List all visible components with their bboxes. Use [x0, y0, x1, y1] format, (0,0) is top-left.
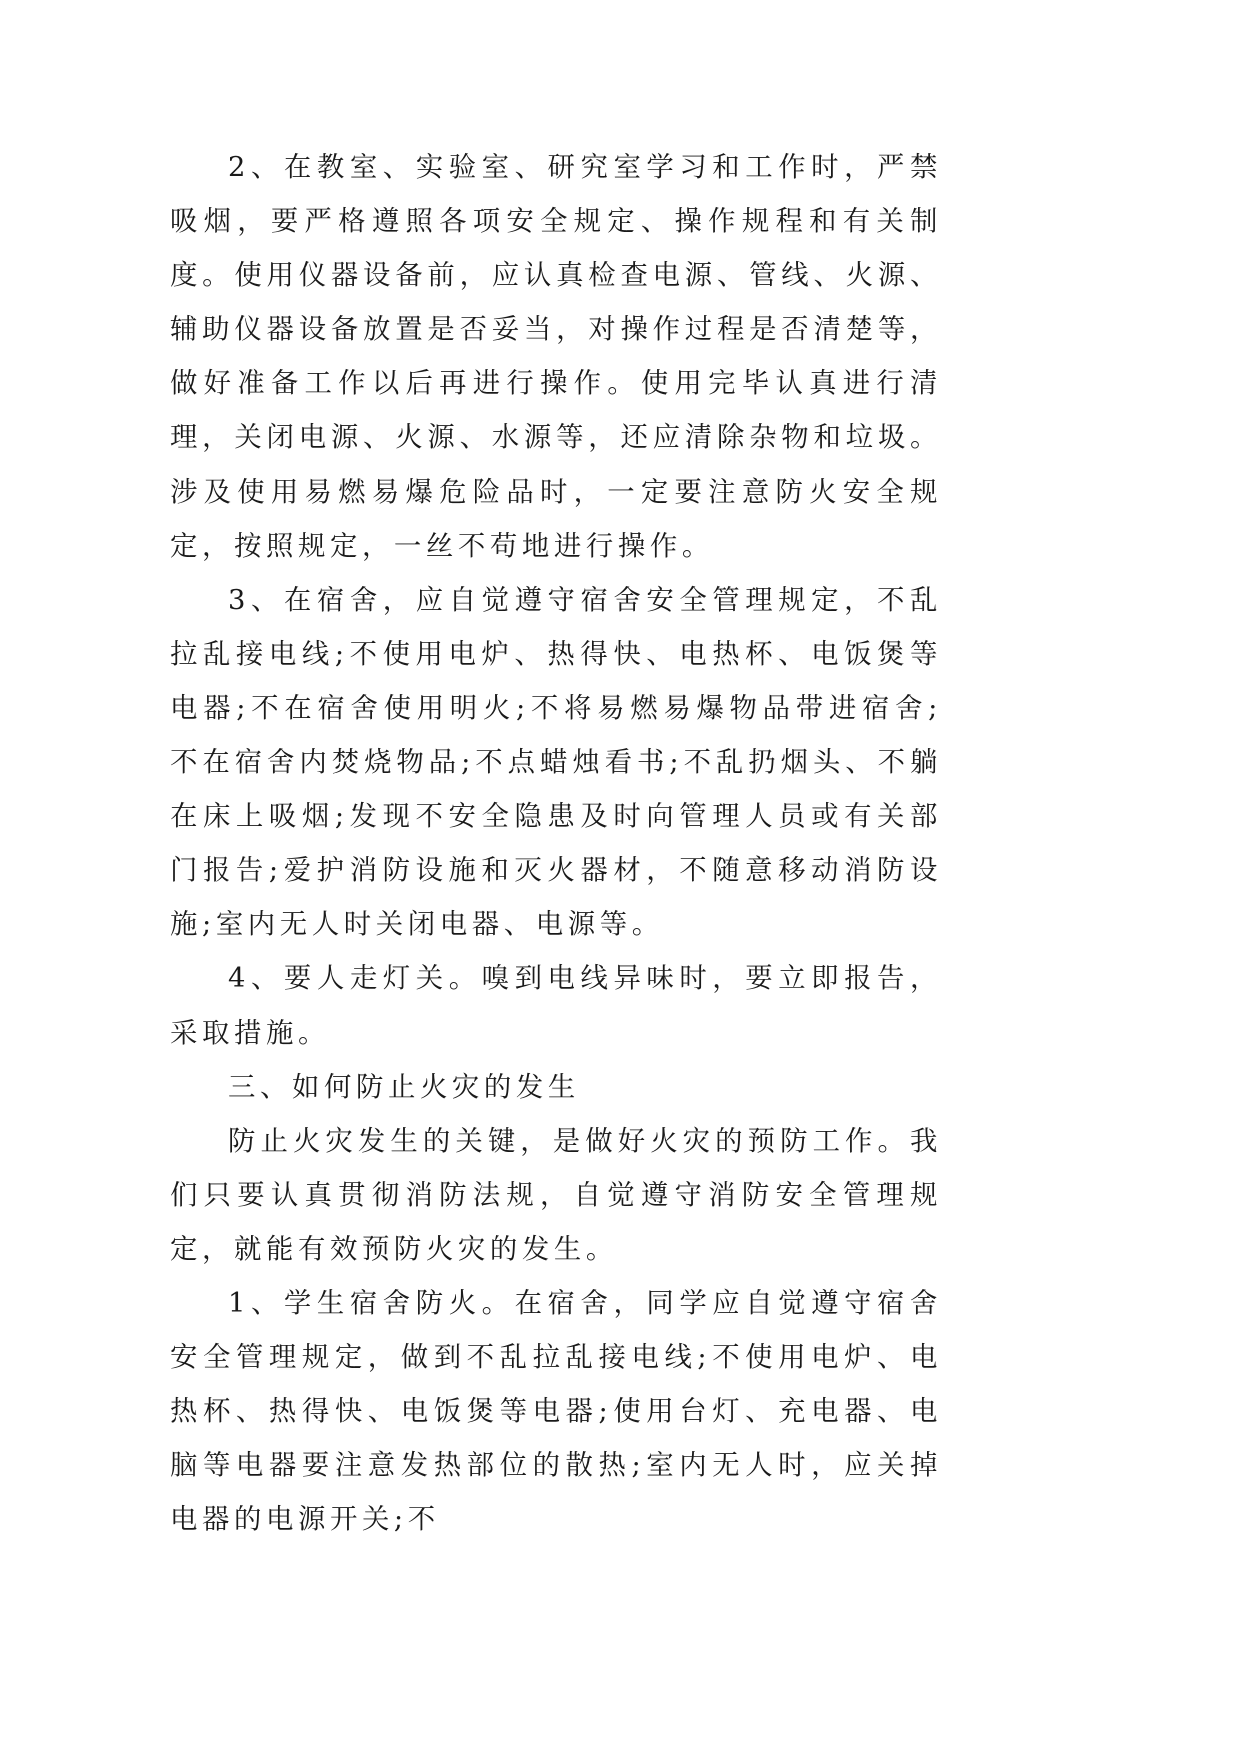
section-heading-fire-prevention: 三、如何防止火灾的发生 — [228, 1071, 580, 1103]
paragraph-lab-safety: 2、在教室、实验室、研究室学习和工作时，严禁吸烟，要严格遵照各项安全规定、操作规程和有关制度。使用仪器设备前，应认真检查电源、管线、火源、辅助仪器设备放置是否妥当，对操作过程是否清楚等，做好准备工作以后再进行操作。使用完毕认真进行清理，关闭电源、火源、水源等，还应清除杂物和垃圾。涉及使用易燃易爆危险品时，一定要注意防火安全规定，按照规定，一丝不苟地进行操作。 — [170, 152, 942, 562]
paragraph-dorm-fire-prevention: 1、学生宿舍防火。在宿舍，同学应自觉遵守宿舍安全管理规定，做到不乱拉乱接电线;不使用电炉、电热杯、热得快、电饭煲等电器;使用台灯、充电器、电脑等电器要注意发热部位的散热;室内无人时，应关掉电器的电源开关;不 — [170, 1287, 942, 1536]
paragraph-dorm-safety: 3、在宿舍，应自觉遵守宿舍安全管理规定，不乱拉乱接电线;不使用电炉、热得快、电热杯、电饭煲等电器;不在宿舍使用明火;不将易燃易爆物品带进宿舍;不在宿舍内焚烧物品;不点蜡烛看书;不乱扔烟头、不躺在床上吸烟;发现不安全隐患及时向管理人员或有关部门报告;爱护消防设施和灭火器材，不随意移动消防设施;室内无人时关闭电器、电源等。 — [170, 584, 942, 941]
paragraph-lights-off: 4、要人走灯关。嗅到电线异味时，要立即报告，采取措施。 — [170, 963, 942, 1049]
document-body — [170, 141, 942, 1547]
paragraph-prevention-key: 防止火灾发生的关键，是做好火灾的预防工作。我们只要认真贯彻消防法规，自觉遵守消防安全管理规定，就能有效预防火灾的发生。 — [170, 1125, 942, 1265]
